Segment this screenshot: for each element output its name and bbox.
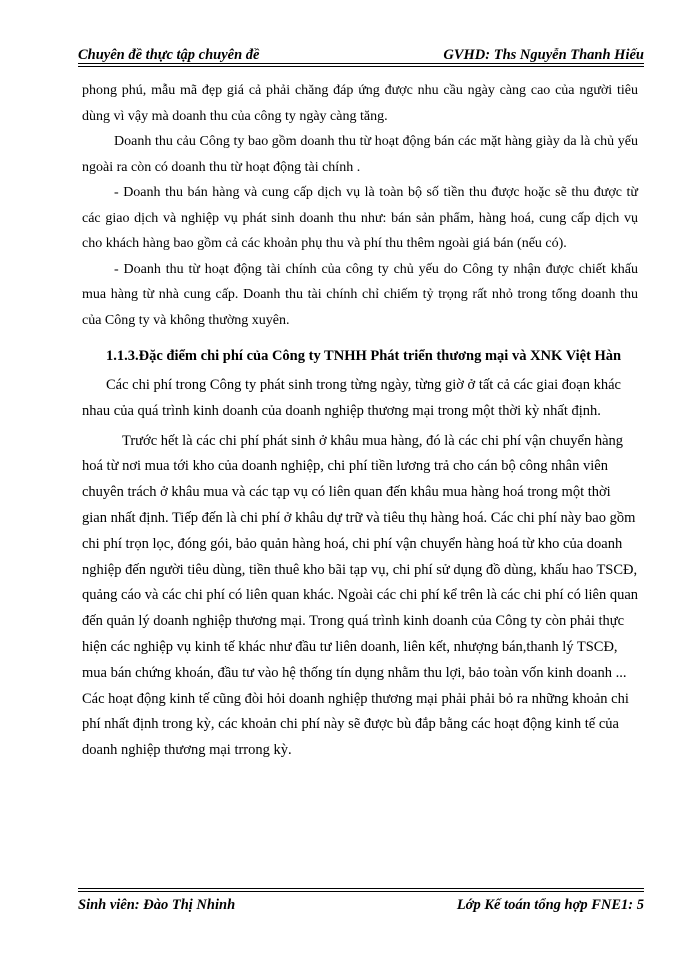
page-content [82,78,638,764]
paragraph-4: - Doanh thu từ hoạt động tài chính của công ty chủ yếu do Công ty nhận được chiết khấu mua hàng từ nhà cung cấp. Doanh thu tài chính chỉ chiếm tỷ trọng rất nhỏ trong tổng doanh thu của Công ty và không thường xuyên. [82,261,638,328]
cost-section [82,373,638,764]
footer-rule-thin [78,888,644,889]
paragraph-5: Các chi phí trong Công ty phát sinh trong từng ngày, từng giờ ở tất cả các giai đoạn khác nhau của quá trình kinh doanh của doanh nghiệp thương mại trong một thời kỳ nhất định. [82,377,621,419]
section-heading: 1.1.3.Đặc điểm chi phí của Công ty TNHH Phát triển thương mại và XNK Việt Hàn [106,348,622,364]
header-right-supervisor: GVHD: Ths Nguyễn Thanh Hiếu [443,47,644,63]
revenue-section [82,78,638,333]
footer-class-page: Lớp Kế toán tổng hợp FNE1: 5 [456,897,644,913]
paragraph-3: - Doanh thu bán hàng và cung cấp dịch vụ là toàn bộ số tiền thu được hoặc sẽ thu được từ các giao dịch và nghiệp vụ phát sinh doanh thu như: bán sản phẩm, hàng hoá, cung cấp dịch vụ cho khách hàng bao gồm cả các khoản phụ thu và phí thu thêm ngoài giá bán (nếu có). [82,185,638,251]
header-rule [78,63,644,64]
header-rule-thin [78,66,644,67]
paragraph-2: Doanh thu cảu Công ty bao gồm doanh thu từ hoạt động bán các mặt hàng giày da là chủ yếu ngoài ra còn có doanh thu từ hoạt động tài chính . [82,134,638,175]
footer-rule [78,891,644,892]
page-footer [78,897,644,914]
page-header [78,40,644,64]
paragraph-1: phong phú, mẫu mã đẹp giá cả phải chăng đáp ứng được nhu cầu ngày càng cao của người tiêu dùng vì vậy mà doanh thu của công ty ngày càng tăng. [82,83,638,124]
footer-student: Sinh viên: Đào Thị Nhinh [78,897,236,913]
paragraph-6: Trước hết là các chi phí phát sinh ở khâu mua hàng, đó là các chi phí vận chuyển hàng hoá từ nơi mua tới kho của doanh nghiệp, chi phí tiền lương trả cho cán bộ công nhân viên chuyên trách ở khâu mua và các tạp vụ có liên quan đến khâu mua hàng hoá trong một thời gian nhất định. Tiếp đến là chi phí ở khâu dự trữ và tiêu thụ hàng hoá. Các chi phí này bao gồm chi phí trọn lọc, đóng gói, bảo quản hàng hoá, chi phí vận chuyển hàng hoá từ kho của doanh nghiệp đến người tiêu dùng, tiền thuê kho bãi tạp vụ, chi phí sử dụng đồ dùng, khấu hao TSCĐ, quảng cáo và các chi phí có liên quan khác. Ngoài các chi phí kể trên là các chi phí có liên quan đến quản lý doanh nghiệp thương mại. Trong quá trình kinh doanh của Công ty còn phải thực hiện các nghiệp vụ kinh tế khác như đầu tư liên doanh, liên kết, nhượng bán,thanh lý TSCĐ, mua bán chứng khoán, đầu tư vào hệ thống tín dụng nhằm thu lợi, bảo toàn vốn kinh doanh ... Các hoạt động kinh tế cũng đòi hỏi doanh nghiệp thương mại phải phải bỏ ra những khoản chi phí nhất định trong kỳ, các khoản chi phí này sẽ được bù đắp bằng các hoạt động kinh tế của doanh nghiệp thương mại trrong kỳ. [82,432,638,759]
header-left-title: Chuyên đề thực tập chuyên đề [78,47,260,63]
